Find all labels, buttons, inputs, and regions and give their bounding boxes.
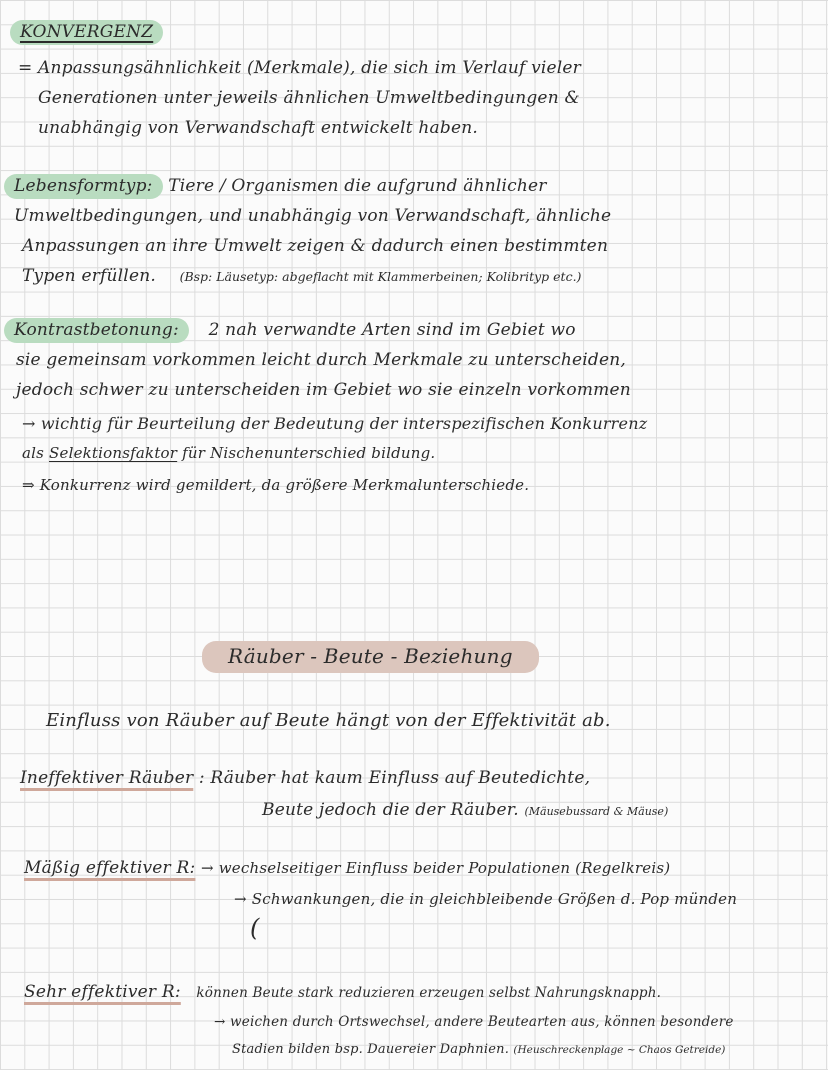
kontrastbetonung-line-2: sie gemeinsam vorkommen leicht durch Merkmale zu unterscheiden, [16, 350, 627, 370]
sehr-effektiver-term: Sehr effektiver R: [24, 982, 181, 1002]
kontrastbetonung-line-5-pre: als [22, 444, 45, 462]
sehr-effektiver-text-3: Stadien bilden bsp. Dauereier Daphnien. [232, 1042, 510, 1057]
maessig-effektiver-bracket: ( [250, 914, 260, 942]
kontrastbetonung-line-5 [22, 444, 435, 462]
selektionsfaktor-term: Selektionsfaktor [49, 444, 178, 462]
konvergenz-line-1: = Anpassungsähnlichkeit (Merkmale), die sich im Verlauf vieler [18, 58, 581, 78]
sehr-effektiver-line-1 [24, 982, 661, 1002]
lebensformtyp-term: Lebensformtyp: [4, 174, 163, 199]
raeuber-beute-intro: Einfluss von Räuber auf Beute hängt von der Effektivität ab. [46, 710, 611, 731]
ineffektiver-raeuber-term: Ineffektiver Räuber [20, 768, 194, 788]
kontrastbetonung-line-1-rest: 2 nah verwandte Arten sind im Gebiet wo [208, 320, 576, 340]
sehr-effektiver-example: (Heuschreckenplage ~ Chaos Getreide) [513, 1044, 726, 1056]
konvergenz-heading [10, 22, 163, 42]
lebensformtyp-line-4-main: Typen erfüllen. [22, 266, 156, 286]
lebensformtyp-line-3: Anpassungen an ihre Umwelt zeigen & dadurch einen bestimmten [22, 236, 609, 256]
konvergenz-line-2: Generationen unter jeweils ähnlichen Umweltbedingungen & [38, 88, 580, 108]
ineffektiver-raeuber-text-1: : Räuber hat kaum Einfluss auf Beutedichte, [198, 768, 591, 788]
kontrastbetonung-line-6: ⇒ Konkurrenz wird gemildert, da größere Merkmalunterschiede. [22, 476, 530, 494]
lebensformtyp-line-4 [22, 266, 581, 286]
lebensformtyp-line-1-rest: Tiere / Organismen die aufgrund ähnlicher [168, 176, 547, 196]
lebensformtyp-line-2: Umweltbedingungen, und unabhängig von Verwandschaft, ähnliche [14, 206, 612, 226]
kontrastbetonung-line-4: → wichtig für Beurteilung der Bedeutung der interspezifischen Konkurrenz [22, 414, 648, 433]
ineffektiver-raeuber-example: (Mäusebussard & Mäuse) [524, 805, 669, 818]
maessig-effektiver-line-2: → Schwankungen, die in gleichbleibende Größen d. Pop münden [234, 890, 738, 908]
sehr-effektiver-text-1: können Beute stark reduzieren erzeugen selbst Nahrungsknapph. [196, 985, 662, 1001]
maessig-effektiver-line-1 [24, 858, 670, 878]
raeuber-beute-title: Räuber - Beute - Beziehung [202, 641, 539, 673]
kontrastbetonung-line-5-post: für Nischenunterschied bildung. [182, 444, 436, 462]
kontrastbetonung-line-1 [4, 320, 576, 340]
kontrastbetonung-term: Kontrastbetonung: [4, 318, 189, 343]
ineffektiver-raeuber-line-1 [20, 768, 590, 788]
lebensformtyp-line-1 [4, 176, 547, 196]
lebensformtyp-example: (Bsp: Läusetyp: abgeflacht mit Klammerbeinen; Kolibrityp etc.) [179, 269, 582, 284]
ineffektiver-raeuber-line-2 [262, 800, 668, 820]
maessig-effektiver-term: Mäßig effektiver R: [24, 858, 196, 878]
ineffektiver-raeuber-text-2: Beute jedoch die der Räuber. [262, 800, 519, 820]
kontrastbetonung-line-3: jedoch schwer zu unterscheiden im Gebiet wo sie einzeln vorkommen [16, 380, 631, 400]
maessig-effektiver-text-1: → wechselseitiger Einfluss beider Populationen (Regelkreis) [201, 859, 671, 877]
sehr-effektiver-line-2: → weichen durch Ortswechsel, andere Beutearten aus, können besondere [214, 1014, 734, 1030]
sehr-effektiver-line-3 [232, 1042, 725, 1057]
konvergenz-title: KONVERGENZ [10, 20, 163, 45]
konvergenz-line-3: unabhängig von Verwandschaft entwickelt haben. [38, 118, 478, 138]
raeuber-beute-heading [202, 644, 539, 668]
